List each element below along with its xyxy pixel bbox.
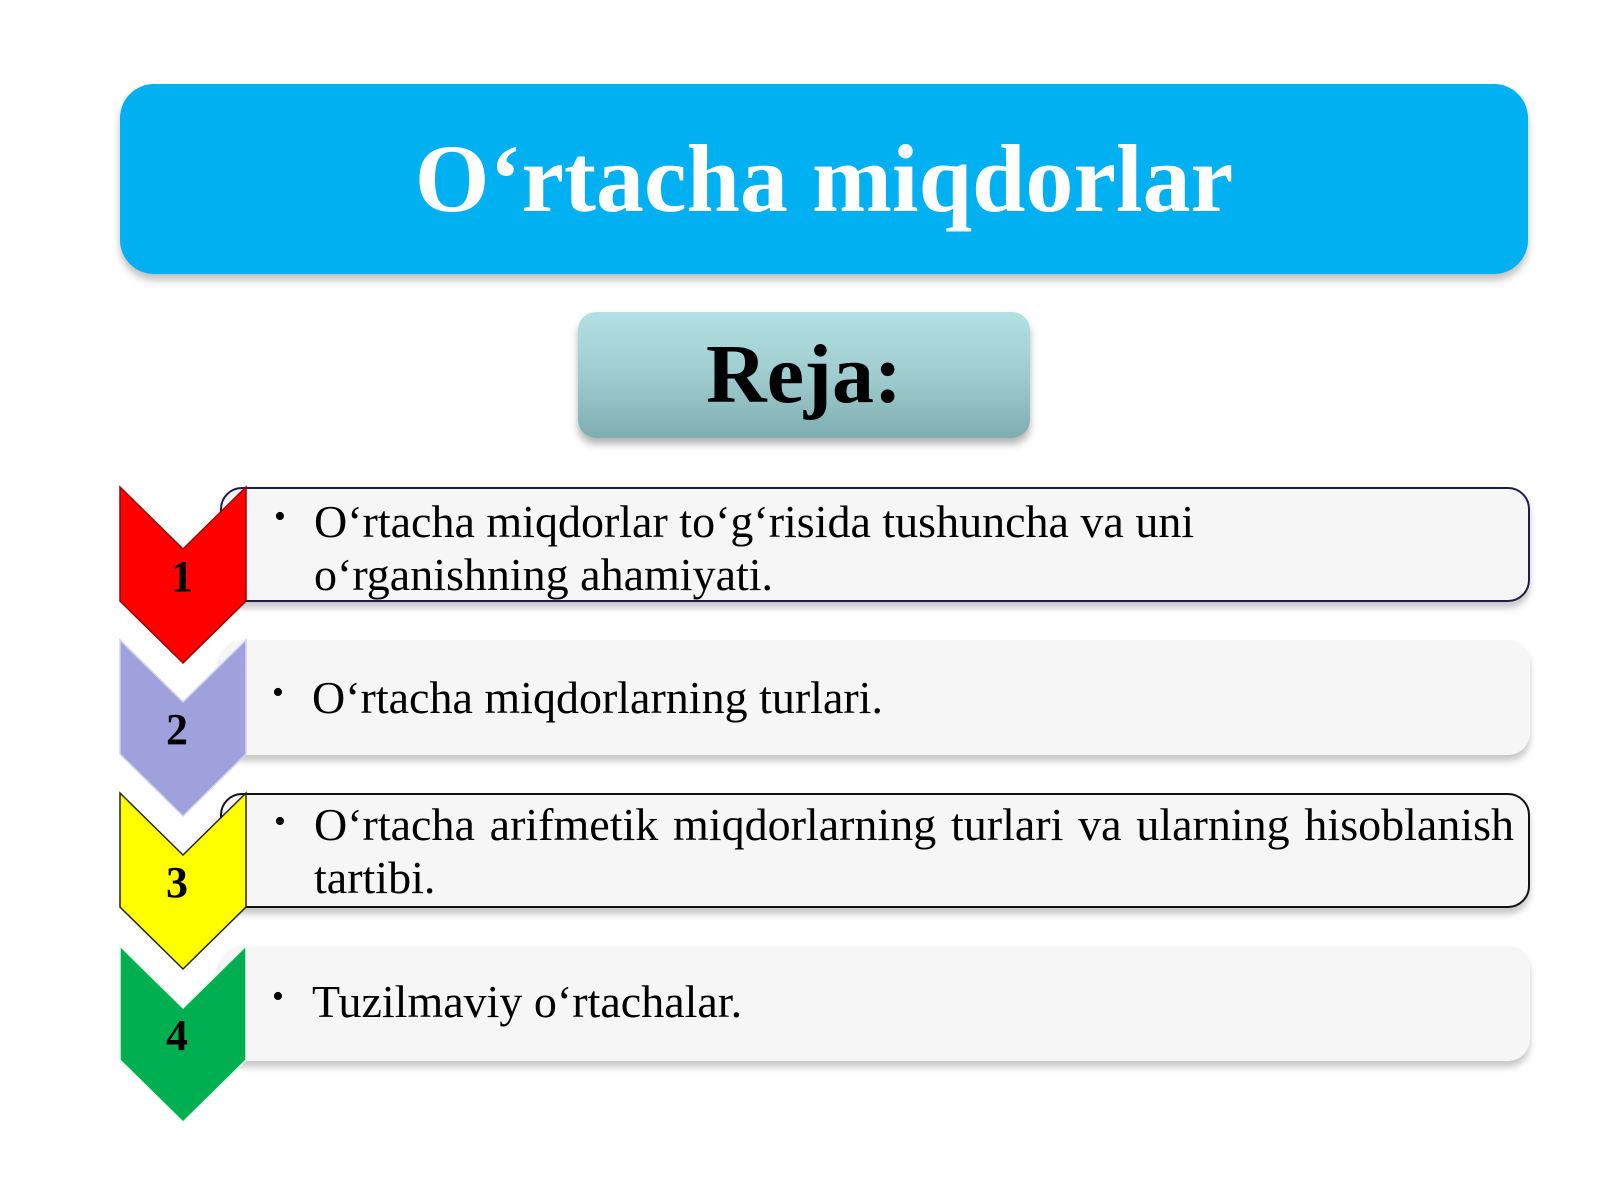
plan-heading: Reja: [706, 328, 902, 421]
chevron-arrow-icon [120, 487, 246, 663]
plan-item-text: Tuzilmaviy o‘rtachalar. [312, 976, 743, 1027]
plan-item-card [220, 640, 1530, 755]
chevron-arrow-icon [120, 793, 246, 969]
bullet-icon: • [274, 498, 286, 535]
plan-item-card [220, 487, 1530, 602]
item-number: 3 [166, 858, 188, 907]
item-number: 4 [166, 1011, 188, 1060]
slide-title: O‘rtacha miqdorlar [414, 125, 1234, 232]
plan-item-text: O‘rtacha arifmetik miqdorlarning turlari va ularning hisoblanish tartibi. [314, 799, 1514, 903]
bullet-icon: • [272, 674, 284, 711]
plan-item-text: O‘rtacha miqdorlarning turlari. [312, 672, 883, 723]
item-number: 2 [166, 705, 188, 754]
plan-item-card [220, 946, 1530, 1061]
chevron-arrow-icon [120, 640, 246, 816]
bullet-icon: • [274, 803, 286, 840]
chevron-arrow-icon [120, 946, 246, 1122]
item-number: 1 [171, 552, 193, 601]
bullet-icon: • [272, 978, 284, 1015]
plan-item-text: O‘rtacha miqdorlar to‘g‘risida tushuncha va uni o‘rganishning ahamiyati. [314, 496, 1195, 600]
plan-item-card [220, 793, 1530, 908]
